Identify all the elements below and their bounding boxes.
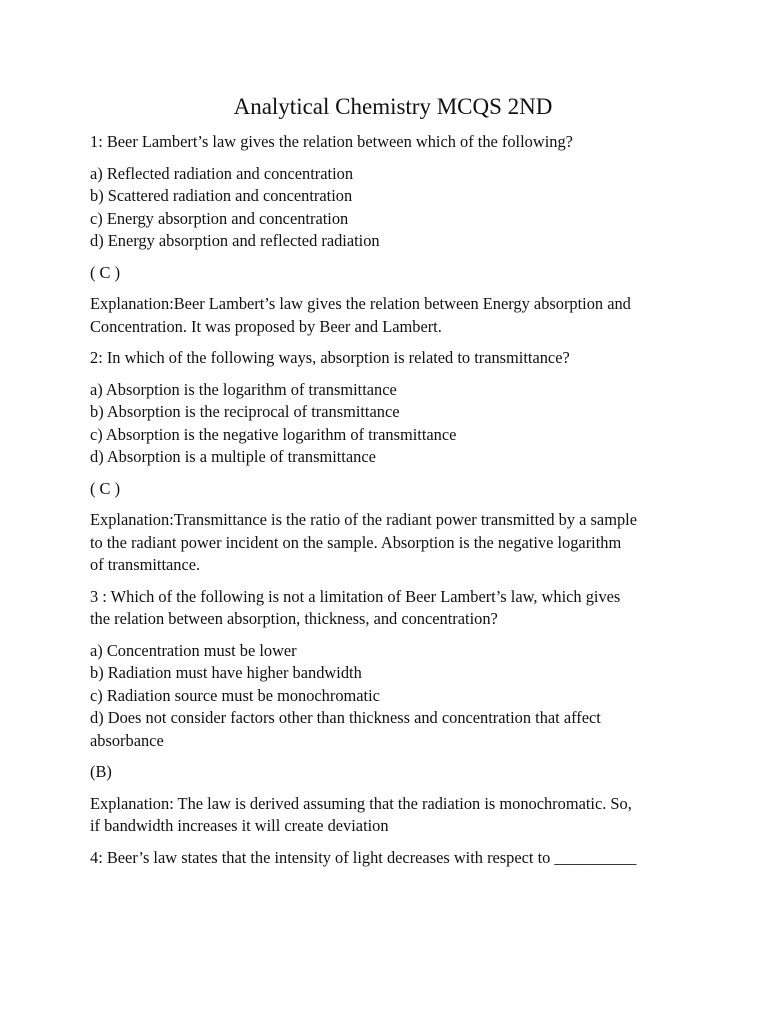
page-title: Analytical Chemistry MCQS 2ND <box>233 94 553 119</box>
document-page <box>90 93 690 869</box>
q1-option-a: a) Reflected radiation and concentration <box>90 163 354 183</box>
q1-answer: ( C ) <box>90 262 121 282</box>
q2-explanation-line-1: Explanation:Transmittance is the ratio of the radiant power transmitted by a sample <box>90 510 637 529</box>
question-1: 1: Beer Lambert’s law gives the relation between which of the following? <box>90 132 573 151</box>
q3-explanation-line-2: if bandwidth increases it will create deviation <box>90 816 389 835</box>
q1-option-b: b) Scattered radiation and concentration <box>90 186 353 205</box>
question-3-line-2: the relation between absorption, thickness, and concentration? <box>90 609 498 628</box>
q2-option-d: d) Absorption is a multiple of transmittance <box>90 447 376 466</box>
q3-answer: (B) <box>90 762 112 781</box>
q2-option-a: a) Absorption is the logarithm of transmittance <box>90 379 397 399</box>
q1-explanation-line-2: Concentration. It was proposed by Beer and Lambert. <box>90 316 442 336</box>
q3-option-d-continued: absorbance <box>90 730 164 750</box>
question-4: 4: Beer’s law states that the intensity of light decreases with respect to __________ <box>90 847 637 867</box>
q3-option-c: c) Radiation source must be monochromatic <box>90 685 380 705</box>
q3-explanation-line-1: Explanation: The law is derived assuming that the radiation is monochromatic. So, <box>90 793 632 813</box>
q1-option-d: d) Energy absorption and reflected radiation <box>90 231 380 250</box>
q3-option-a: a) Concentration must be lower <box>90 640 297 660</box>
q1-option-c: c) Energy absorption and concentration <box>90 208 349 228</box>
q3-option-d: d) Does not consider factors other than thickness and concentration that affect <box>90 708 601 727</box>
q2-option-b: b) Absorption is the reciprocal of transmittance <box>90 402 400 421</box>
q1-explanation-line-1: Explanation:Beer Lambert’s law gives the relation between Energy absorption and <box>90 294 631 313</box>
question-3-line-1: 3 : Which of the following is not a limitation of Beer Lambert’s law, which gives <box>90 586 621 606</box>
question-2: 2: In which of the following ways, absorption is related to transmittance? <box>90 348 570 367</box>
q2-answer: ( C ) <box>90 478 121 498</box>
q2-explanation-line-2: to the radiant power incident on the sample. Absorption is the negative logarithm <box>90 532 622 552</box>
q2-option-c: c) Absorption is the negative logarithm of transmittance <box>90 424 457 444</box>
q2-explanation-line-3: of transmittance. <box>90 555 201 574</box>
q3-option-b: b) Radiation must have higher bandwidth <box>90 663 362 682</box>
